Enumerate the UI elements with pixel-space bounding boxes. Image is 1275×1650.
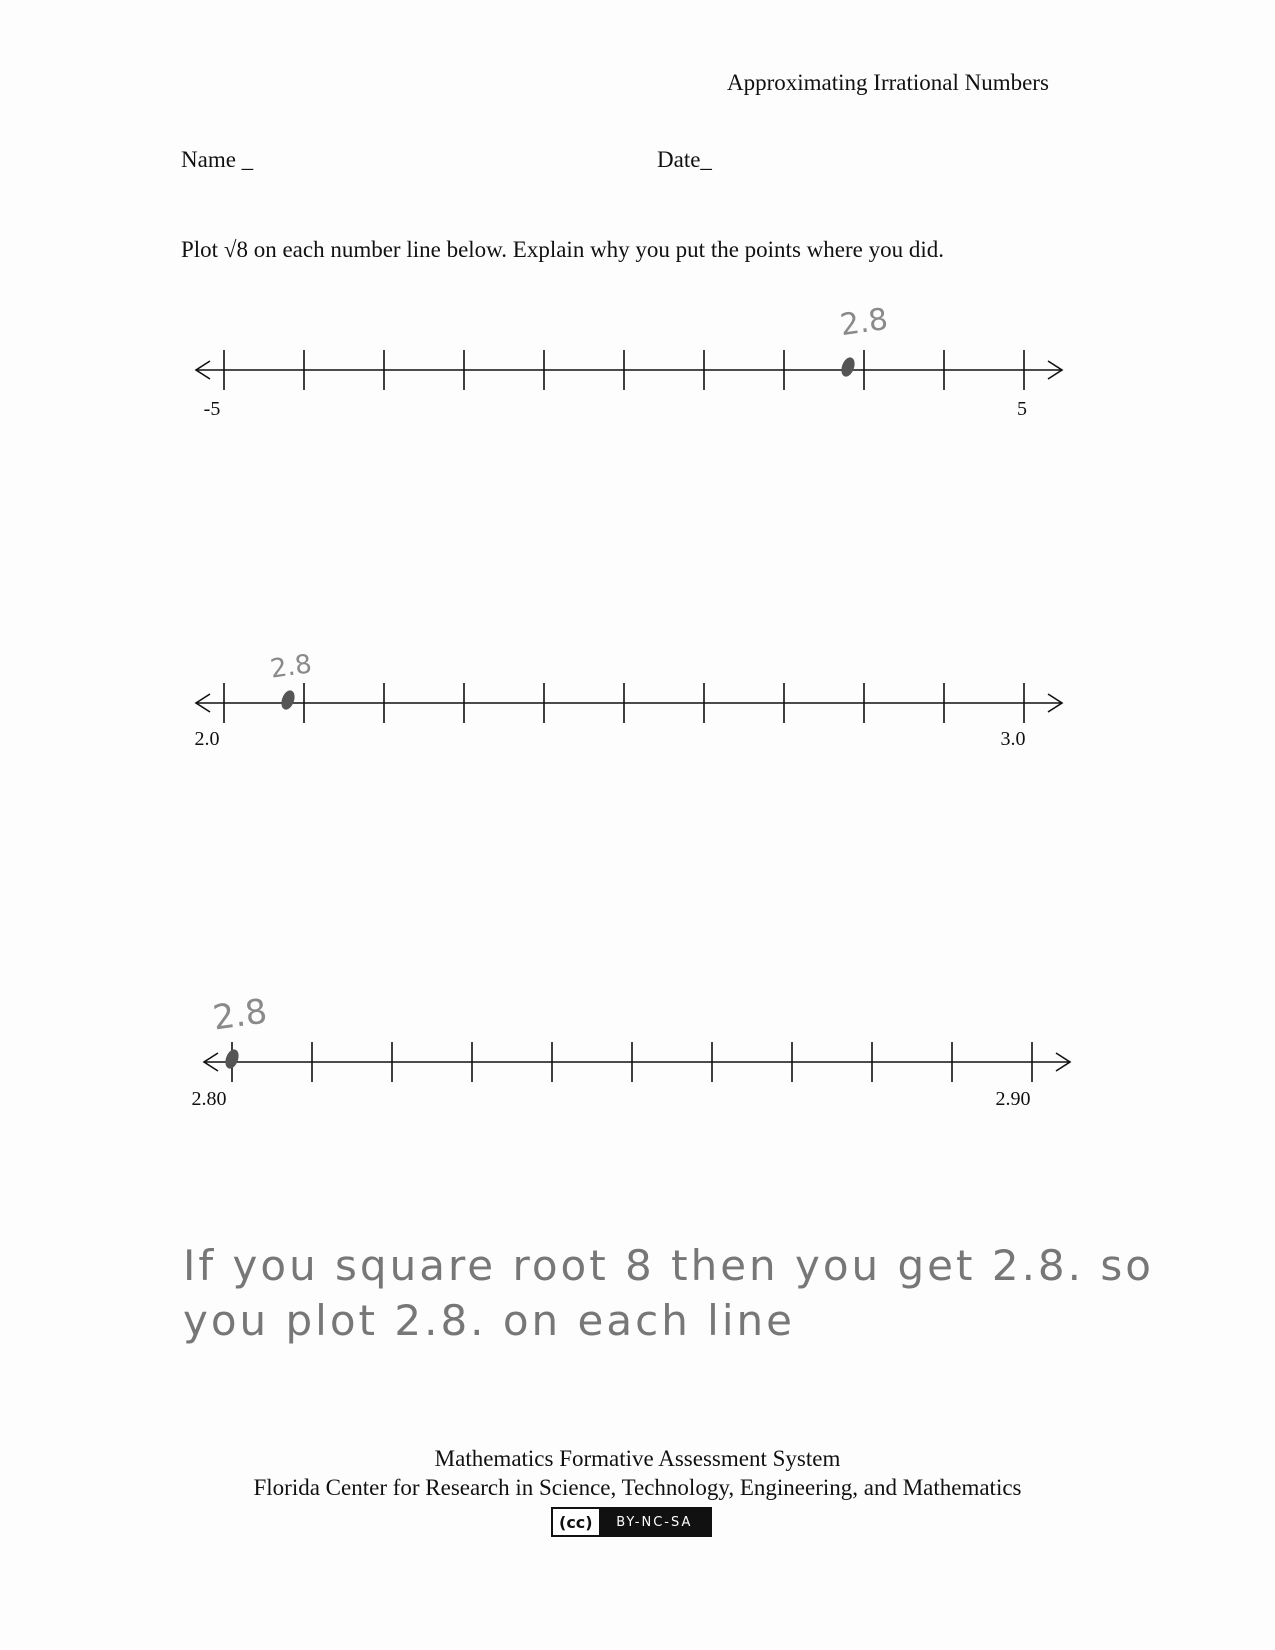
- license-text: BY-NC-SA: [599, 1509, 710, 1535]
- number-line-3-student-point: [223, 1048, 241, 1071]
- date-field-label: Date_: [657, 147, 712, 172]
- number-line-2-student-label: 2.8: [268, 649, 314, 685]
- number-line-3-student-label: 2.8: [210, 991, 270, 1039]
- number-line-3-start-label: 2.80: [191, 1088, 227, 1110]
- number-line-2-student-point: [279, 689, 297, 712]
- number-line-1-start-label: -5: [203, 398, 221, 420]
- name-field-label: Name _: [181, 147, 254, 172]
- number-line-1-end-label: 5: [1017, 398, 1027, 420]
- number-line-2-start-label: 2.0: [194, 728, 220, 750]
- footer: [0, 1444, 1275, 1502]
- number-line-1-student-point: [839, 356, 857, 379]
- student-explanation: If you square root 8 then you get 2.8. so you plot 2.8. on each line: [183, 1241, 1154, 1345]
- number-line-3-end-label: 2.90: [995, 1088, 1031, 1110]
- cc-icon: (cc): [553, 1509, 599, 1535]
- instruction-text: Plot √8 on each number line below. Explain why you put the points where you did.: [181, 237, 944, 262]
- footer-line-1: Mathematics Formative Assessment System: [434, 1446, 841, 1471]
- footer-line-2: Florida Center for Research in Science, Technology, Engineering, and Mathematics: [253, 1475, 1022, 1500]
- number-line-1-student-label: 2.8: [837, 301, 891, 344]
- license-badge: [551, 1507, 712, 1537]
- number-line-2-end-label: 3.0: [1000, 728, 1026, 750]
- document-title: Approximating Irrational Numbers: [727, 70, 1049, 95]
